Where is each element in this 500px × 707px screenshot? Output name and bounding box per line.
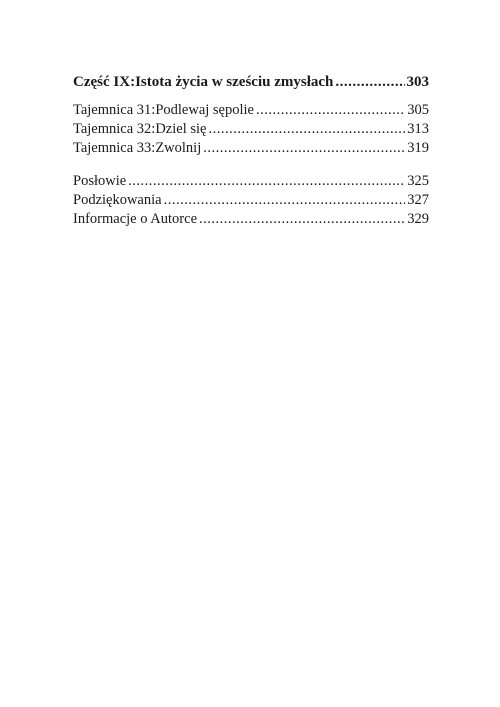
backmatter-page-number: 329: [407, 211, 429, 227]
toc-backmatter-entry: [73, 191, 429, 209]
dot-leader: [208, 120, 405, 138]
part-label: Część IX:: [73, 74, 136, 90]
chapter-page-number: 305: [407, 102, 429, 118]
toc-chapter-entry: [73, 120, 429, 138]
chapter-page-number: 319: [407, 140, 429, 156]
chapter-title: Podlewaj sępolie: [155, 102, 254, 118]
toc-backmatter-entry: [73, 210, 429, 228]
chapter-title: Zwolnij: [155, 140, 202, 156]
chapter-page-number: 313: [407, 121, 429, 137]
part-page-number: 303: [406, 74, 429, 90]
dot-leader: [128, 172, 405, 190]
backmatter-page-number: 325: [407, 173, 429, 189]
chapter-label: Tajemnica 33:: [73, 140, 156, 156]
backmatter-title: Podziękowania: [73, 192, 162, 208]
backmatter-title: Posłowie: [73, 173, 127, 189]
dot-leader: [164, 191, 406, 209]
chapter-label: Tajemnica 32:: [73, 121, 156, 137]
toc-backmatter-entry: [73, 172, 429, 190]
toc-chapter-entry: [73, 139, 429, 157]
chapter-title: Dziel się: [155, 121, 207, 137]
toc-chapter-entry: [73, 101, 429, 119]
backmatter-title: Informacje o Autorce: [73, 211, 198, 227]
chapter-label: Tajemnica 31:: [73, 102, 156, 118]
dot-leader: [203, 139, 405, 157]
dot-leader: [335, 73, 404, 91]
dot-leader: [256, 101, 405, 119]
toc-part-entry: [73, 73, 429, 91]
dot-leader: [199, 210, 405, 228]
part-title: Istota życia w sześciu zmysłach: [135, 74, 334, 90]
backmatter-page-number: 327: [407, 192, 429, 208]
